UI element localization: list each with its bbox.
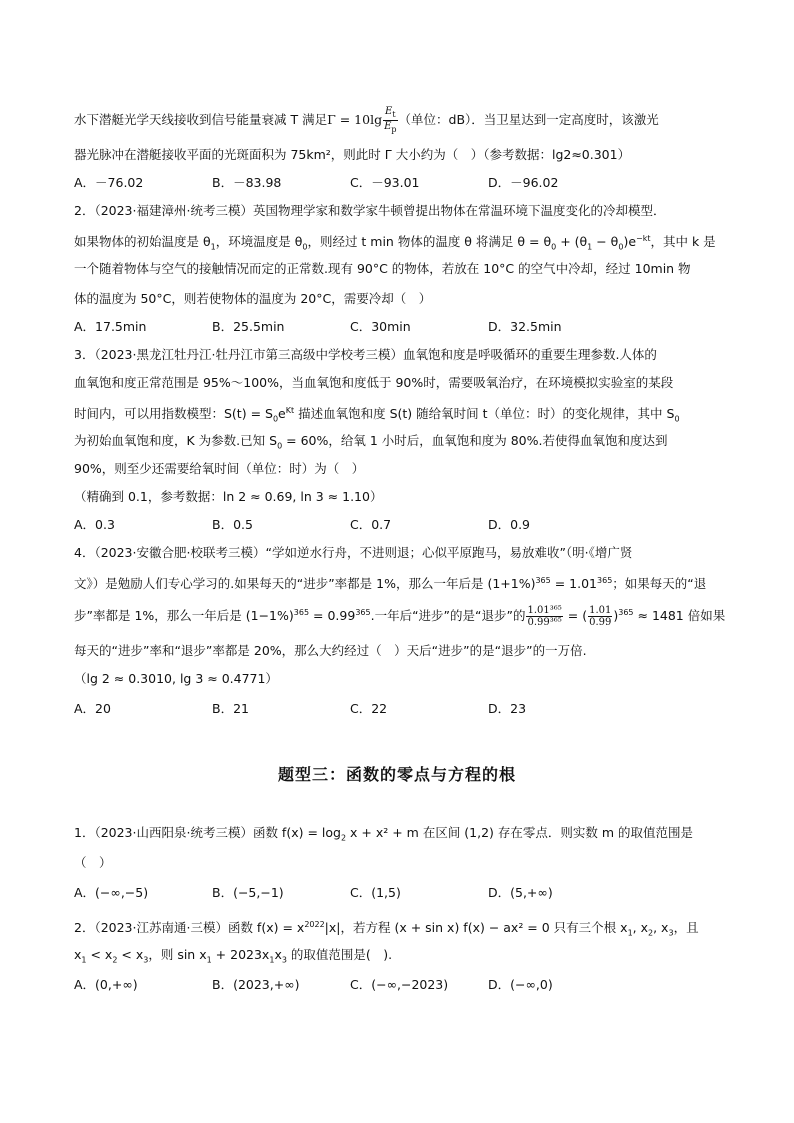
fraction (383, 106, 397, 135)
text: 1．（2023·山西阳泉·统考三模）函数 f(x) = log (74, 825, 341, 840)
sub: 3 (281, 955, 287, 965)
text: ) (613, 608, 619, 624)
text: ，则经过 t min 物体的温度 θ 将满足 θ = θ (307, 234, 552, 250)
text: = 1.01 (550, 576, 598, 592)
text: e (278, 406, 286, 422)
option-c: C．－93.01 (350, 175, 420, 190)
section-title: 题型三：函数的零点与方程的根 (277, 765, 516, 784)
sup: 365 (535, 576, 551, 585)
q3-line-5: 90%，则至少还需要给氧时间（单位：时）为（ ） (74, 461, 365, 476)
option-d: D．0.9 (488, 517, 531, 532)
sub: 3 (143, 955, 149, 965)
sub: 0 (618, 242, 624, 252)
text: 时间内，可以用指数模型：S(t) = S (74, 406, 273, 422)
option-a: A．20 (74, 701, 111, 716)
s3q2-line-2 (74, 946, 392, 970)
formula: Γ = 10lg (327, 112, 383, 127)
sub: 0 (551, 242, 557, 252)
option-d: D．32.5min (488, 319, 562, 334)
sup: 2022 (304, 920, 325, 929)
sub: 1 (627, 928, 633, 938)
text: 描述血氧饱和度 S(t) 随给氧时间 t（单位：时）的变化规律，其中 S (294, 406, 675, 422)
text: 文》）是勉励人们专心学习的.如果每天的“进步”率都是 1%，那么一年后是 (1+1%) (74, 576, 536, 592)
option-d: D．23 (488, 701, 527, 716)
sub: 0 (302, 242, 308, 252)
option-b: B．21 (212, 701, 249, 716)
option-b: B．0.5 (212, 517, 253, 532)
option-c: C．22 (350, 701, 388, 716)
q3-line-1: 3．（2023·黑龙江牡丹江·牡丹江市第三高级中学校考三模）血氧饱和度是呼吸循环的重要生理参数.人体的 (74, 347, 657, 362)
option-b: B．－83.98 (212, 175, 282, 190)
option-a: A．(−∞,−5) (74, 885, 149, 900)
text: < x (117, 947, 144, 962)
q2-line-4: 体的温度为 50°C，则若使物体的温度为 20°C，需要冷却（ ） (74, 291, 432, 306)
text: ，其中 k 是 (650, 234, 716, 250)
sub: 1 (587, 242, 593, 252)
fraction (588, 605, 612, 628)
text: )e (623, 234, 637, 250)
frac-den: 0.99 (589, 617, 612, 629)
option-a: A．17.5min (74, 319, 147, 334)
text: ≈ 1481 倍如果 (633, 608, 726, 624)
problem-text-line: 器光脉冲在潜艇接收平面的光斑面积为 75km²，则此时 Γ 大小约为（ ）（参考数据：lg2≈0.301） (74, 147, 631, 162)
q2-line-2 (74, 230, 716, 257)
text: .一年后“进步”的是“退步”的 (370, 608, 526, 624)
q4-line-2 (74, 572, 706, 593)
text: （单位：dB）．当卫星达到一定高度时，该激光 (398, 112, 659, 127)
sub: 1 (81, 955, 87, 965)
option-d: D．(5,+∞) (488, 885, 553, 900)
q2-line-1: 2．（2023·福建漳州·统考三模）英国物理学家和数学家牛顿曾提出物体在常温环境下温度变化的冷却模型． (74, 203, 666, 218)
text: = 60%，给氧 1 小时后，血氧饱和度为 80%.若使得血氧饱和度达到 (282, 433, 668, 448)
text: 的取值范围是( ). (286, 947, 393, 962)
s3q1-line-1 (74, 824, 693, 848)
option-d: D．－96.02 (488, 175, 559, 190)
sup: Kt (285, 406, 295, 415)
option-a: A．(0,+∞) (74, 977, 138, 992)
sup: 365 (293, 608, 310, 617)
option-c: C．30min (350, 319, 411, 334)
option-a: A．0.3 (74, 517, 115, 532)
frac-num: 1.01³⁶⁵ (527, 605, 562, 617)
frac-den: 0.99³⁶⁵ (527, 617, 562, 629)
frac-num: E (385, 106, 393, 117)
text: 如果物体的初始温度是 θ (74, 234, 211, 250)
text: 为初始血氧饱和度，K 为参数.已知 S (74, 433, 278, 448)
text: , x (632, 920, 649, 936)
frac-num: 1.01 (589, 605, 612, 617)
text: + 2023x (211, 947, 270, 962)
sub: 0 (277, 441, 283, 451)
text: x (74, 947, 82, 962)
option-c: C．0.7 (350, 517, 392, 532)
q3-line-6: （精确到 0.1，参考数据：ln 2 ≈ 0.69, ln 3 ≈ 1.10） (74, 489, 383, 504)
sub: 1 (269, 955, 275, 965)
text: 2．（2023·江苏南通·三模）函数 f(x) = x (74, 920, 305, 936)
option-b: B．(2023,+∞) (212, 977, 300, 992)
option-a: A．－76.02 (74, 175, 144, 190)
sup: 365 (355, 608, 371, 617)
sub: 2 (340, 833, 347, 843)
frac-den: E (384, 121, 392, 132)
frac-den-sub: p (391, 125, 397, 134)
text: 步”率都是 1%，那么一年后是 (1−1%) (74, 608, 294, 624)
sub: 2 (648, 928, 654, 938)
q4-line-4: 每天的“进步”率和“退步”率都是 20%，那么大约经过（ ）天后“进步”的是“退步”的一万倍. (74, 643, 587, 658)
sup: 365 (597, 576, 613, 585)
frac-num-sub: t (392, 110, 396, 119)
text: 水下潜艇光学天线接收到信号能量衰减 T 满足 (74, 112, 328, 127)
text: − θ (592, 234, 619, 250)
sub: 2 (112, 955, 118, 965)
q2-line-3: 一个随着物体与空气的接触情况而定的正常数.现有 90°C 的物体，若放在 10°C 的空气中冷却，经过 10min 物 (74, 261, 691, 276)
q4-line-3 (74, 604, 725, 628)
text: |x|，若方程 (x + sin x) f(x) − ax² = 0 只有三个根 x (324, 920, 628, 936)
option-b: B．25.5min (212, 319, 285, 334)
q3-line-3 (74, 402, 680, 429)
sup: 365 (618, 608, 634, 617)
q3-line-2: 血氧饱和度正常范围是 95%～100%，当血氧饱和度低于 90%时，需要吸氧治疗，在环境模拟实验室的某段 (74, 375, 674, 390)
option-d: D．(−∞,0) (488, 977, 553, 992)
sup: −kt (636, 234, 651, 243)
text: ；如果每天的“退 (612, 576, 707, 592)
text: , x (653, 920, 669, 936)
option-c: C．(−∞,−2023) (350, 977, 449, 992)
sub: 1 (210, 242, 216, 252)
text: = 0.99 (309, 608, 356, 624)
text: ，且 (673, 920, 699, 936)
problem-text-line (74, 106, 659, 135)
q4-line-5: （lg 2 ≈ 0.3010, lg 3 ≈ 0.4771） (74, 671, 278, 686)
text: x (274, 947, 282, 962)
text: x + x² + m 在区间 (1,2) 存在零点．则实数 m 的取值范围是 (346, 825, 694, 840)
option-b: B．(−5,−1) (212, 885, 284, 900)
text: ，环境温度是 θ (215, 234, 303, 250)
sub: 1 (206, 955, 212, 965)
sub: 0 (674, 414, 680, 424)
s3q2-line-1 (74, 916, 699, 943)
text: ，则 sin x (148, 947, 207, 962)
q4-line-1: 4．（2023·安徽合肥·校联考三模）“学如逆水行舟，不进则退；心似平原跑马，易放难收”（明·《增广贤 (74, 545, 633, 560)
s3q1-line-2: （ ） (74, 855, 112, 870)
q3-line-4 (74, 432, 668, 456)
fraction (526, 605, 562, 628)
text: + (θ (556, 234, 588, 250)
option-c: C．(1,5) (350, 885, 401, 900)
text: = ( (563, 608, 588, 624)
text: < x (86, 947, 113, 962)
sub: 0 (272, 414, 279, 424)
sub: 3 (668, 928, 674, 938)
